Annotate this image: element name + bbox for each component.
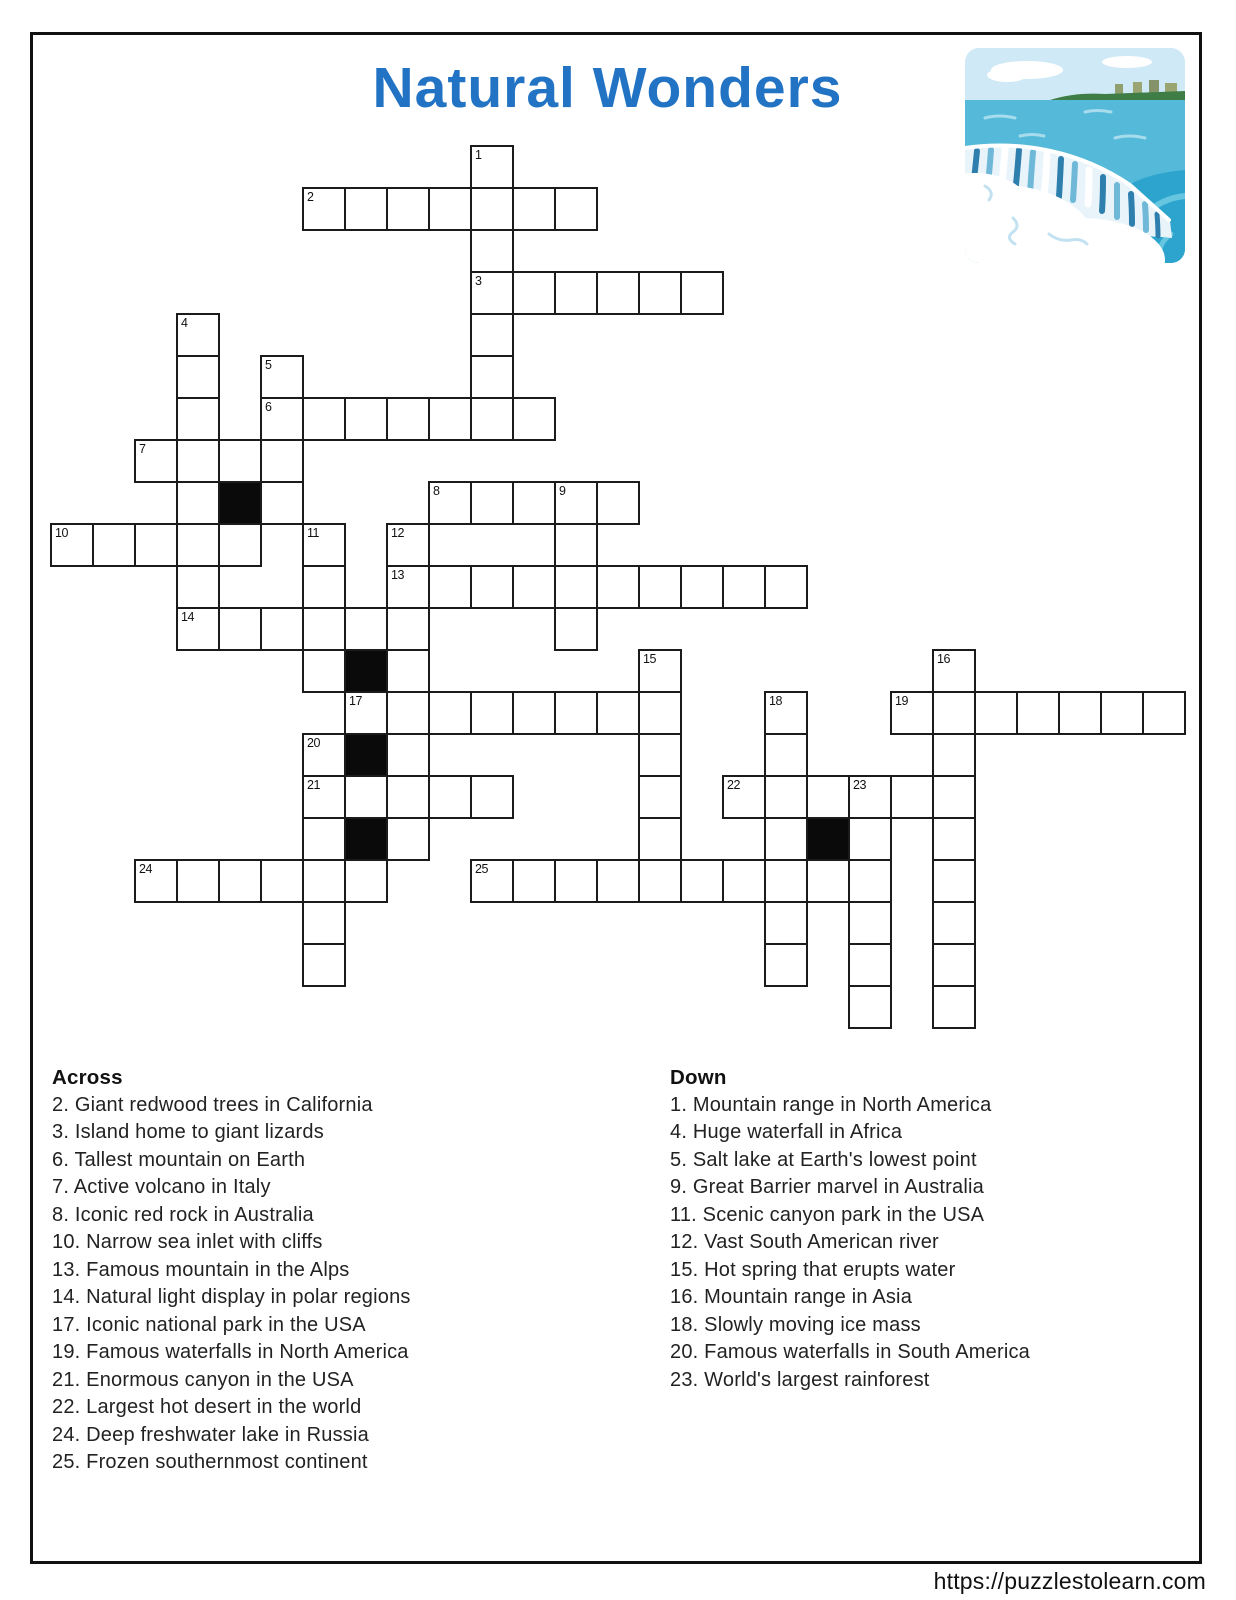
grid-cell-black xyxy=(806,817,850,861)
cell-number: 20 xyxy=(307,736,320,750)
grid-cell[interactable] xyxy=(596,481,640,525)
grid-cell[interactable] xyxy=(932,817,976,861)
grid-cell[interactable] xyxy=(428,691,472,735)
grid-cell[interactable] xyxy=(302,187,346,231)
clue-item: 23. World's largest rainforest xyxy=(670,1368,930,1391)
grid-cell[interactable] xyxy=(932,901,976,945)
grid-cell[interactable] xyxy=(638,733,682,777)
cell-number: 17 xyxy=(349,694,362,708)
grid-cell[interactable] xyxy=(260,439,304,483)
cell-number: 4 xyxy=(181,316,188,330)
grid-cell[interactable] xyxy=(554,859,598,903)
grid-cell[interactable] xyxy=(344,607,388,651)
grid-cell[interactable] xyxy=(302,607,346,651)
clue-item: 1. Mountain range in North America xyxy=(670,1093,992,1116)
cell-number: 10 xyxy=(55,526,68,540)
grid-cell[interactable] xyxy=(470,397,514,441)
grid-cell[interactable] xyxy=(764,775,808,819)
grid-cell[interactable] xyxy=(470,313,514,357)
cell-number: 1 xyxy=(475,148,482,162)
grid-cell[interactable] xyxy=(218,523,262,567)
grid-cell[interactable] xyxy=(974,691,1018,735)
grid-cell[interactable] xyxy=(470,859,514,903)
grid-cell[interactable] xyxy=(848,901,892,945)
grid-cell[interactable] xyxy=(554,523,598,567)
down-heading: Down xyxy=(670,1066,727,1089)
grid-cell[interactable] xyxy=(386,187,430,231)
cell-number: 2 xyxy=(307,190,314,204)
grid-cell[interactable] xyxy=(554,271,598,315)
grid-cell[interactable] xyxy=(512,481,556,525)
clue-item: 15. Hot spring that erupts water xyxy=(670,1258,956,1281)
grid-cell[interactable] xyxy=(932,691,976,735)
grid-cell[interactable] xyxy=(806,859,850,903)
grid-cell[interactable] xyxy=(302,523,346,567)
grid-cell[interactable] xyxy=(176,607,220,651)
grid-cell[interactable] xyxy=(344,397,388,441)
grid-cell[interactable] xyxy=(932,985,976,1029)
grid-cell[interactable] xyxy=(386,607,430,651)
grid-cell[interactable] xyxy=(428,775,472,819)
grid-cell[interactable] xyxy=(554,691,598,735)
grid-cell[interactable] xyxy=(554,481,598,525)
grid-cell[interactable] xyxy=(512,565,556,609)
grid-cell[interactable] xyxy=(638,775,682,819)
clue-item: 10. Narrow sea inlet with cliffs xyxy=(52,1231,323,1253)
grid-cell[interactable] xyxy=(596,565,640,609)
cell-number: 6 xyxy=(265,400,272,414)
grid-cell[interactable] xyxy=(428,187,472,231)
footer-url: https://puzzlestolearn.com xyxy=(933,1568,1206,1594)
grid-cell[interactable] xyxy=(386,523,430,567)
grid-cell-black xyxy=(344,733,388,777)
grid-cell[interactable] xyxy=(470,145,514,189)
grid-cell[interactable] xyxy=(512,397,556,441)
grid-cell[interactable] xyxy=(638,691,682,735)
grid-cell[interactable] xyxy=(470,775,514,819)
grid-cell[interactable] xyxy=(176,313,220,357)
grid-cell[interactable] xyxy=(764,859,808,903)
grid-cell[interactable] xyxy=(848,859,892,903)
grid-cell[interactable] xyxy=(302,817,346,861)
grid-cell[interactable] xyxy=(260,859,304,903)
grid-cell-black xyxy=(344,817,388,861)
grid-cell[interactable] xyxy=(470,565,514,609)
cell-number: 13 xyxy=(391,568,404,582)
grid-cell[interactable] xyxy=(302,859,346,903)
grid-cell[interactable] xyxy=(764,817,808,861)
grid-cell[interactable] xyxy=(764,565,808,609)
grid-cell[interactable] xyxy=(344,775,388,819)
down-clues xyxy=(670,1064,1230,1394)
grid-cell[interactable] xyxy=(932,775,976,819)
clue-item: 2. Giant redwood trees in California xyxy=(52,1093,373,1116)
grid-cell[interactable] xyxy=(176,439,220,483)
cell-number: 11 xyxy=(307,526,319,540)
cell-number: 9 xyxy=(559,484,566,498)
grid-cell[interactable] xyxy=(386,775,430,819)
grid-cell[interactable] xyxy=(344,691,388,735)
grid-cell-black xyxy=(218,481,262,525)
grid-cell[interactable] xyxy=(512,859,556,903)
grid-cell[interactable] xyxy=(1058,691,1102,735)
grid-cell[interactable] xyxy=(176,565,220,609)
cell-number: 19 xyxy=(895,694,908,708)
grid-cell[interactable] xyxy=(932,733,976,777)
cell-number: 5 xyxy=(265,358,272,372)
grid-cell[interactable] xyxy=(596,859,640,903)
grid-cell[interactable] xyxy=(596,271,640,315)
grid-cell[interactable] xyxy=(638,859,682,903)
grid-cell[interactable] xyxy=(302,565,346,609)
grid-cell[interactable] xyxy=(260,481,304,525)
clue-item: 19. Famous waterfalls in North America xyxy=(52,1341,409,1363)
cell-number: 24 xyxy=(139,862,152,876)
grid-cell[interactable] xyxy=(764,691,808,735)
clue-item: 16. Mountain range in Asia xyxy=(670,1286,913,1308)
grid-cell[interactable] xyxy=(638,817,682,861)
grid-cell[interactable] xyxy=(764,901,808,945)
clue-item: 24. Deep freshwater lake in Russia xyxy=(52,1423,369,1446)
grid-cell[interactable] xyxy=(722,565,766,609)
grid-cell[interactable] xyxy=(932,859,976,903)
grid-cell[interactable] xyxy=(176,355,220,399)
grid-cell[interactable] xyxy=(512,691,556,735)
cell-number: 18 xyxy=(769,694,782,708)
grid-cell[interactable] xyxy=(470,691,514,735)
cell-number: 21 xyxy=(307,778,320,792)
clue-item: 13. Famous mountain in the Alps xyxy=(52,1258,350,1281)
cell-number: 22 xyxy=(727,778,740,792)
grid-cell[interactable] xyxy=(470,271,514,315)
grid-cell[interactable] xyxy=(890,775,934,819)
grid-cell[interactable] xyxy=(92,523,136,567)
cell-number: 16 xyxy=(937,652,950,666)
cell-number: 3 xyxy=(475,274,482,288)
grid-cell[interactable] xyxy=(638,271,682,315)
grid-cell[interactable] xyxy=(554,607,598,651)
grid-cell[interactable] xyxy=(302,775,346,819)
clue-item: 8. Iconic red rock in Australia xyxy=(52,1203,314,1226)
grid-cell[interactable] xyxy=(848,817,892,861)
grid-cell[interactable] xyxy=(848,943,892,987)
clue-item: 9. Great Barrier marvel in Australia xyxy=(670,1176,984,1198)
grid-cell[interactable] xyxy=(386,649,430,693)
grid-cell[interactable] xyxy=(848,775,892,819)
cell-number: 15 xyxy=(643,652,656,666)
page-title: Natural Wonders xyxy=(372,56,843,120)
grid-cell[interactable] xyxy=(638,649,682,693)
across-list xyxy=(52,1092,612,1477)
grid-cell[interactable] xyxy=(260,607,304,651)
grid-cell[interactable] xyxy=(344,859,388,903)
grid-cell[interactable] xyxy=(932,943,976,987)
grid-cell[interactable] xyxy=(134,523,178,567)
cell-number: 12 xyxy=(391,526,404,540)
grid-cell[interactable] xyxy=(680,565,724,609)
down-list xyxy=(670,1092,1230,1395)
grid-cell[interactable] xyxy=(554,565,598,609)
clue-item: 14. Natural light display in polar regions xyxy=(52,1286,411,1308)
clue-item: 11. Scenic canyon park in the USA xyxy=(670,1203,985,1226)
clue-item: 6. Tallest mountain on Earth xyxy=(52,1148,306,1171)
grid-cell[interactable] xyxy=(302,943,346,987)
grid-cell[interactable] xyxy=(1142,691,1186,735)
cell-number: 14 xyxy=(181,610,194,624)
grid-cell[interactable] xyxy=(302,901,346,945)
across-heading: Across xyxy=(52,1066,123,1089)
clue-item: 22. Largest hot desert in the world xyxy=(52,1396,362,1418)
clue-item: 4. Huge waterfall in Africa xyxy=(670,1121,903,1143)
grid-cell[interactable] xyxy=(806,775,850,819)
grid-cell[interactable] xyxy=(176,859,220,903)
clue-item: 25. Frozen southernmost continent xyxy=(52,1451,368,1473)
grid-cell[interactable] xyxy=(344,187,388,231)
grid-cell[interactable] xyxy=(302,733,346,777)
grid-cell[interactable] xyxy=(260,397,304,441)
grid-cell[interactable] xyxy=(722,859,766,903)
grid-cell[interactable] xyxy=(932,649,976,693)
grid-cell[interactable] xyxy=(302,649,346,693)
clue-item: 5. Salt lake at Earth's lowest point xyxy=(670,1148,977,1171)
grid-cell[interactable] xyxy=(596,691,640,735)
clue-item: 7. Active volcano in Italy xyxy=(52,1176,271,1198)
grid-cell[interactable] xyxy=(386,691,430,735)
grid-cell[interactable] xyxy=(680,271,724,315)
grid-cell[interactable] xyxy=(176,481,220,525)
cell-number: 25 xyxy=(475,862,488,876)
grid-cell[interactable] xyxy=(386,733,430,777)
clue-item: 20. Famous waterfalls in South America xyxy=(670,1341,1030,1363)
grid-cell[interactable] xyxy=(428,565,472,609)
cell-number: 7 xyxy=(139,442,146,456)
grid-cell[interactable] xyxy=(428,481,472,525)
cell-number: 23 xyxy=(853,778,866,792)
grid-cell[interactable] xyxy=(764,733,808,777)
crossword-grid xyxy=(50,145,1184,1027)
grid-cell-black xyxy=(344,649,388,693)
grid-cell[interactable] xyxy=(890,691,934,735)
grid-cell[interactable] xyxy=(218,859,262,903)
grid-cell[interactable] xyxy=(218,439,262,483)
clue-item: 18. Slowly moving ice mass xyxy=(670,1313,921,1336)
grid-cell[interactable] xyxy=(386,565,430,609)
grid-cell[interactable] xyxy=(470,481,514,525)
grid-cell[interactable] xyxy=(764,943,808,987)
grid-cell[interactable] xyxy=(260,355,304,399)
grid-cell[interactable] xyxy=(848,985,892,1029)
clue-item: 21. Enormous canyon in the USA xyxy=(52,1368,354,1391)
grid-cell[interactable] xyxy=(302,397,346,441)
grid-cell[interactable] xyxy=(470,229,514,273)
grid-cell[interactable] xyxy=(512,187,556,231)
grid-cell[interactable] xyxy=(50,523,94,567)
grid-cell[interactable] xyxy=(1100,691,1144,735)
grid-cell[interactable] xyxy=(176,523,220,567)
grid-cell[interactable] xyxy=(1016,691,1060,735)
grid-cell[interactable] xyxy=(386,817,430,861)
grid-cell[interactable] xyxy=(512,271,556,315)
grid-cell[interactable] xyxy=(638,565,682,609)
grid-cell[interactable] xyxy=(554,187,598,231)
grid-cell[interactable] xyxy=(470,355,514,399)
grid-cell[interactable] xyxy=(722,775,766,819)
grid-cell[interactable] xyxy=(134,439,178,483)
grid-cell[interactable] xyxy=(134,859,178,903)
grid-cell[interactable] xyxy=(218,607,262,651)
clue-item: 3. Island home to giant lizards xyxy=(52,1121,324,1143)
clue-item: 12. Vast South American river xyxy=(670,1231,939,1253)
across-clues xyxy=(52,1064,612,1477)
grid-cell[interactable] xyxy=(386,397,430,441)
grid-cell[interactable] xyxy=(176,397,220,441)
grid-cell[interactable] xyxy=(428,397,472,441)
clue-item: 17. Iconic national park in the USA xyxy=(52,1313,366,1336)
cell-number: 8 xyxy=(433,484,440,498)
grid-cell[interactable] xyxy=(470,187,514,231)
grid-cell[interactable] xyxy=(680,859,724,903)
